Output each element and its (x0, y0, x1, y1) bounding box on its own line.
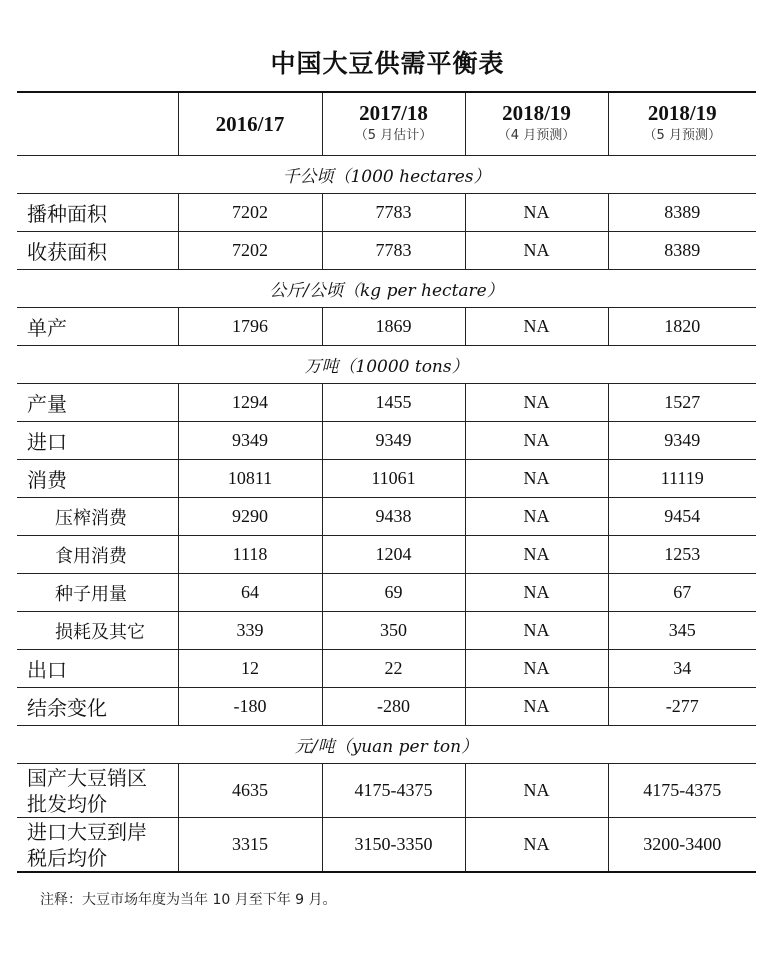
cell: NA (465, 498, 608, 536)
row-label (17, 764, 178, 818)
cell: -180 (178, 688, 322, 726)
cell: NA (465, 688, 608, 726)
cell: 1204 (322, 536, 465, 574)
cell: 7783 (322, 232, 465, 270)
col-year: 2017/18 (359, 101, 428, 125)
cell: NA (465, 232, 608, 270)
row-label-line: 国产大豆销区 (27, 765, 147, 790)
cell: 34 (608, 650, 756, 688)
cell: 1527 (608, 384, 756, 422)
row-label-line: 进口大豆到岸 (27, 819, 147, 844)
cell: 8389 (608, 232, 756, 270)
table-row (17, 688, 756, 726)
cell: 9438 (322, 498, 465, 536)
cell: 3200-3400 (608, 818, 756, 873)
row-label: 出口 (17, 650, 178, 688)
col-note: （5 月预测） (643, 128, 721, 143)
cell: 1796 (178, 308, 322, 346)
table-row (17, 232, 756, 270)
row-label: 结余变化 (17, 688, 178, 726)
cell: 350 (322, 612, 465, 650)
cell: -280 (322, 688, 465, 726)
cell: 1294 (178, 384, 322, 422)
cell: 345 (608, 612, 756, 650)
table-row (17, 460, 756, 498)
cell: 11061 (322, 460, 465, 498)
cell: 4175-4375 (608, 764, 756, 818)
cell: NA (465, 574, 608, 612)
supply-demand-table (17, 91, 756, 873)
col-header (322, 92, 465, 156)
cell: 7783 (322, 194, 465, 232)
table-row (17, 194, 756, 232)
cell: NA (465, 460, 608, 498)
cell: 22 (322, 650, 465, 688)
cell: 9454 (608, 498, 756, 536)
cell: 69 (322, 574, 465, 612)
row-label: 种子用量 (17, 574, 178, 612)
cell: NA (465, 194, 608, 232)
cell: 12 (178, 650, 322, 688)
col-note: （5 月估计） (354, 128, 433, 143)
cell: 9349 (322, 422, 465, 460)
cell: 1869 (322, 308, 465, 346)
cell: 64 (178, 574, 322, 612)
row-label: 收获面积 (17, 232, 178, 270)
cell: 9349 (178, 422, 322, 460)
table-row (17, 384, 756, 422)
cell: 9290 (178, 498, 322, 536)
table-title: 中国大豆供需平衡表 (270, 49, 505, 78)
unit-label: 万吨（10000 tons） (17, 346, 756, 384)
cell: 7202 (178, 194, 322, 232)
cell: 10811 (178, 460, 322, 498)
cell: NA (465, 818, 608, 873)
row-label-line: 批发均价 (27, 791, 107, 816)
unit-label: 公斤/公顷（kg per hectare） (17, 270, 756, 308)
cell: NA (465, 422, 608, 460)
cell: NA (465, 536, 608, 574)
col-header (178, 92, 322, 156)
row-label: 消费 (17, 460, 178, 498)
cell: 1455 (322, 384, 465, 422)
row-label: 进口 (17, 422, 178, 460)
cell: 3150-3350 (322, 818, 465, 873)
table-row (17, 764, 756, 818)
col-note: （4 月预测） (497, 128, 576, 143)
cell: 339 (178, 612, 322, 650)
table-row (17, 574, 756, 612)
cell: 7202 (178, 232, 322, 270)
table-row (17, 308, 756, 346)
row-label: 单产 (17, 308, 178, 346)
cell: 1820 (608, 308, 756, 346)
cell: NA (465, 650, 608, 688)
row-label-line: 税后均价 (27, 845, 107, 870)
col-year: 2016/17 (215, 112, 285, 136)
unit-label: 千公顷（1000 hectares） (17, 156, 756, 194)
cell: 9349 (608, 422, 756, 460)
cell: 67 (608, 574, 756, 612)
row-label: 压榨消费 (17, 498, 178, 536)
cell: NA (465, 308, 608, 346)
cell: 11119 (608, 460, 756, 498)
col-header (608, 92, 756, 156)
table-row (17, 612, 756, 650)
cell: 8389 (608, 194, 756, 232)
unit-row (17, 156, 756, 194)
table-row (17, 650, 756, 688)
cell: -277 (608, 688, 756, 726)
table-row (17, 536, 756, 574)
col-year: 2018/19 (647, 101, 717, 125)
row-label: 食用消费 (17, 536, 178, 574)
cell: 3315 (178, 818, 322, 873)
row-label: 播种面积 (17, 194, 178, 232)
header-row (17, 92, 756, 156)
unit-row (17, 270, 756, 308)
cell: 1253 (608, 536, 756, 574)
row-label: 损耗及其它 (17, 612, 178, 650)
col-year: 2018/19 (502, 101, 571, 125)
unit-row (17, 346, 756, 384)
table-row (17, 498, 756, 536)
table-row (17, 422, 756, 460)
cell: NA (465, 612, 608, 650)
cell: 4635 (178, 764, 322, 818)
cell: NA (465, 384, 608, 422)
unit-row (17, 726, 756, 764)
cell: NA (465, 764, 608, 818)
unit-label: 元/吨（yuan per ton） (17, 726, 756, 764)
cell: 4175-4375 (322, 764, 465, 818)
row-label: 产量 (17, 384, 178, 422)
header-corner (17, 92, 178, 156)
row-label (17, 818, 178, 873)
cell: 1118 (178, 536, 322, 574)
footnote: 注释：大豆市场年度为当年 10 月至下年 9 月。 (40, 892, 337, 908)
col-header (465, 92, 608, 156)
table-row (17, 818, 756, 873)
